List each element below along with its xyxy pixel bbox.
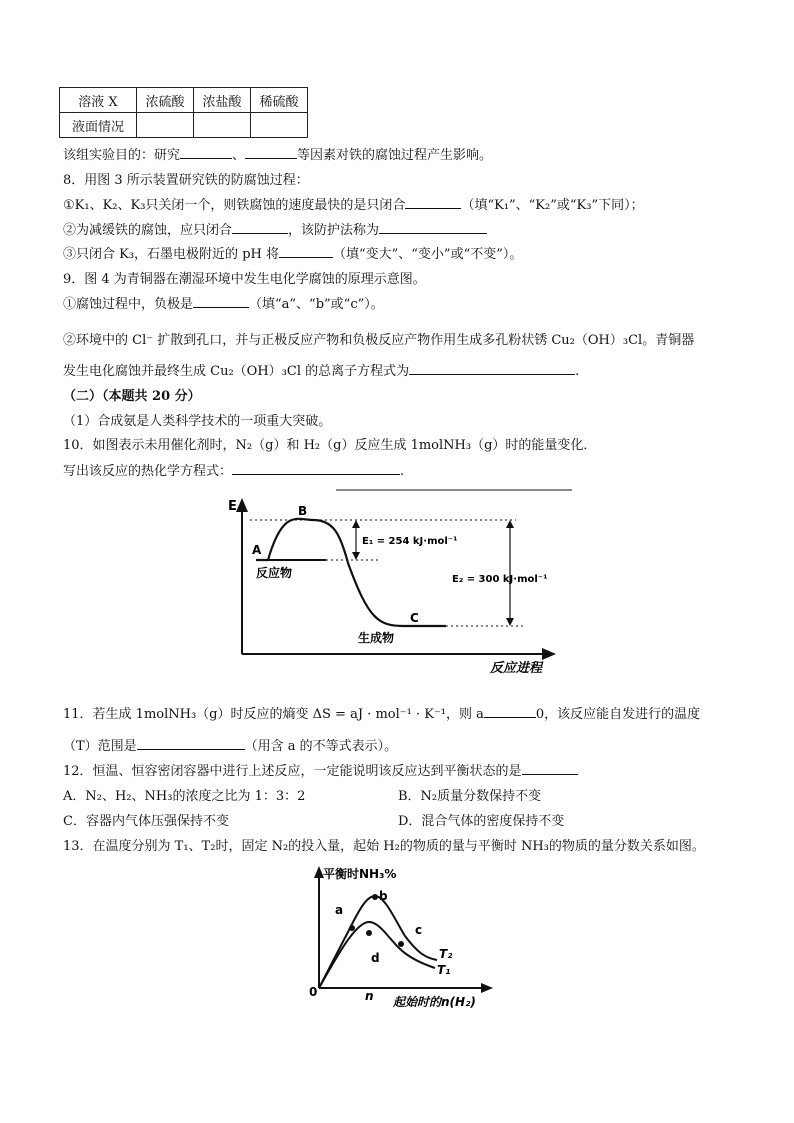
section-2-heading: （二）（本题共 20 分）	[63, 389, 201, 404]
question-8-3	[63, 243, 522, 262]
text: （填“a”、“b”或“c”）。	[249, 297, 384, 312]
y-axis-label: 平衡时NH₃%	[323, 867, 397, 881]
question-8: 8．用图 3 所示装置研究铁的防腐蚀过程：	[63, 173, 309, 188]
label-c: c	[415, 923, 423, 937]
text: ②为减缓铁的腐蚀，应只闭合	[63, 223, 233, 238]
label-b: b	[379, 889, 388, 903]
x-axis-label: 起始时的n(H₂)	[393, 995, 476, 1009]
text: （填“K₁”、“K₂”或“K₃”下同）；	[461, 198, 644, 213]
point-b	[372, 894, 378, 900]
question-9: 9．图 4 为青铜器在潮湿环境中发生电化学腐蚀的原理示意图。	[63, 272, 426, 287]
table-header-cell: 稀硫酸	[251, 88, 308, 113]
answer-blank	[522, 762, 578, 775]
answer-blank	[193, 295, 249, 308]
answer-blank	[245, 146, 297, 159]
label-d: d	[371, 951, 380, 965]
y-axis-arrow	[236, 498, 248, 512]
text: ①腐蚀过程中，负极是	[63, 297, 194, 312]
point-B-label: B	[298, 504, 308, 518]
text: 、	[232, 148, 246, 163]
x-axis-label: 反应进程	[490, 661, 543, 676]
text: .	[575, 364, 580, 379]
answer-blank	[180, 146, 232, 159]
e1-arrow-head	[352, 520, 360, 528]
table-row	[60, 113, 308, 138]
table-cell-empty	[137, 113, 194, 138]
text: 等因素对铁的腐蚀过程产生影响。	[297, 148, 493, 163]
answer-blank	[232, 462, 400, 475]
origin-label: 0	[309, 985, 318, 999]
table-header-cell: 溶液 X	[60, 88, 137, 113]
reactant-label: 反应物	[256, 566, 293, 580]
table-cell-empty	[194, 113, 251, 138]
label-a: a	[335, 903, 344, 917]
answer-blank	[409, 362, 575, 375]
equilibrium-graph	[305, 860, 505, 1010]
x-axis-arrow	[542, 648, 556, 660]
point-C-label: C	[410, 611, 419, 625]
text: 写出该反应的热化学方程式：	[63, 464, 233, 479]
answer-blank	[379, 221, 487, 234]
e2-label: E₂ = 300 kJ·mol⁻¹	[452, 574, 548, 585]
e2-arrow-head	[506, 618, 514, 626]
answer-blank	[137, 737, 245, 750]
text: ③只闭合 K₃，石墨电极附近的 pH 将	[63, 247, 279, 262]
text: ，该防护法称为	[288, 223, 380, 238]
text: 12．恒温、恒容密闭容器中进行上述反应，一定能说明该反应达到平衡状态的是	[63, 764, 522, 779]
question-10: 10．如图表示未用催化剂时，N₂（g）和 H₂（g）反应生成 1molNH₃（g）时的能量变化．	[63, 438, 597, 453]
energy-diagram	[228, 478, 578, 678]
option-D: D．混合气体的密度保持不变	[398, 814, 565, 829]
answer-blank	[484, 705, 536, 718]
option-C: C．容器内气体压强保持不变	[63, 814, 229, 829]
e1-label: E₁ = 254 kJ·mol⁻¹	[362, 536, 458, 547]
answer-blank	[232, 221, 288, 234]
table-cell-empty	[251, 113, 308, 138]
y-axis-label: E	[228, 499, 237, 514]
answer-blank	[405, 196, 461, 209]
question-8-2	[63, 219, 487, 238]
option-B: B．N₂质量分数保持不变	[398, 789, 542, 804]
text: （用含 a 的不等式表示）。	[244, 739, 398, 754]
point-A-label: A	[252, 543, 262, 557]
question-11-line2	[63, 735, 397, 754]
text: 该组实验目的：研究	[63, 148, 181, 163]
label-T1: T₁	[437, 963, 451, 977]
question-9-1	[63, 293, 384, 312]
question-10-b	[63, 460, 404, 479]
text: （T）范围是	[63, 739, 137, 754]
product-label: 生成物	[358, 631, 395, 645]
table-row	[60, 88, 308, 113]
experiment-purpose-line	[63, 144, 492, 163]
text: 11．若生成 1molNH₃（g）时反应的熵变 ΔS = aJ · mol⁻¹ · K⁻¹，则 a	[63, 707, 484, 722]
text: .	[400, 464, 405, 479]
question-11-line1	[63, 703, 700, 722]
question-12	[63, 760, 578, 779]
table-row-label: 液面情况	[60, 113, 137, 138]
section-intro: （1）合成氨是人类科学技术的一项重大突破。	[63, 414, 332, 429]
n-label: n	[365, 989, 374, 1003]
e2-arrow-head	[506, 520, 514, 528]
text: 发生电化腐蚀并最终生成 Cu₂（OH）₃Cl 的总离子方程式为	[63, 364, 410, 379]
text: ①K₁、K₂、K₃只关闭一个，则铁腐蚀的速度最快的是只闭合	[63, 198, 406, 213]
table-header-cell: 浓硫酸	[137, 88, 194, 113]
table-header-cell: 浓盐酸	[194, 88, 251, 113]
text: 0，该反应能自发进行的温度	[535, 707, 701, 722]
x-axis-arrow	[481, 983, 493, 993]
label-T2: T₂	[439, 947, 453, 961]
question-9-2-line1: ②环境中的 Cl⁻ 扩散到孔口，并与正极反应产物和负极反应产物作用生成多孔粉状锈 Cu₂（OH）₃Cl。青铜器	[63, 333, 695, 348]
point-d	[366, 930, 372, 936]
question-13: 13．在温度分别为 T₁、T₂时，固定 N₂的投入量，起始 H₂的物质的量与平衡时 NH₃的物质的量分数关系如图。	[63, 839, 705, 854]
answer-blank	[279, 245, 333, 258]
text: （填“变大”、“变小”或“不变”）。	[332, 247, 523, 262]
point-a	[349, 925, 355, 931]
option-A: A．N₂、H₂、NH₃的浓度之比为 1：3：2	[63, 789, 306, 804]
point-c	[398, 941, 404, 947]
question-8-1	[63, 194, 644, 213]
experiment-table	[59, 87, 308, 138]
e1-arrow-head	[352, 552, 360, 560]
question-9-2-line2	[63, 360, 579, 379]
